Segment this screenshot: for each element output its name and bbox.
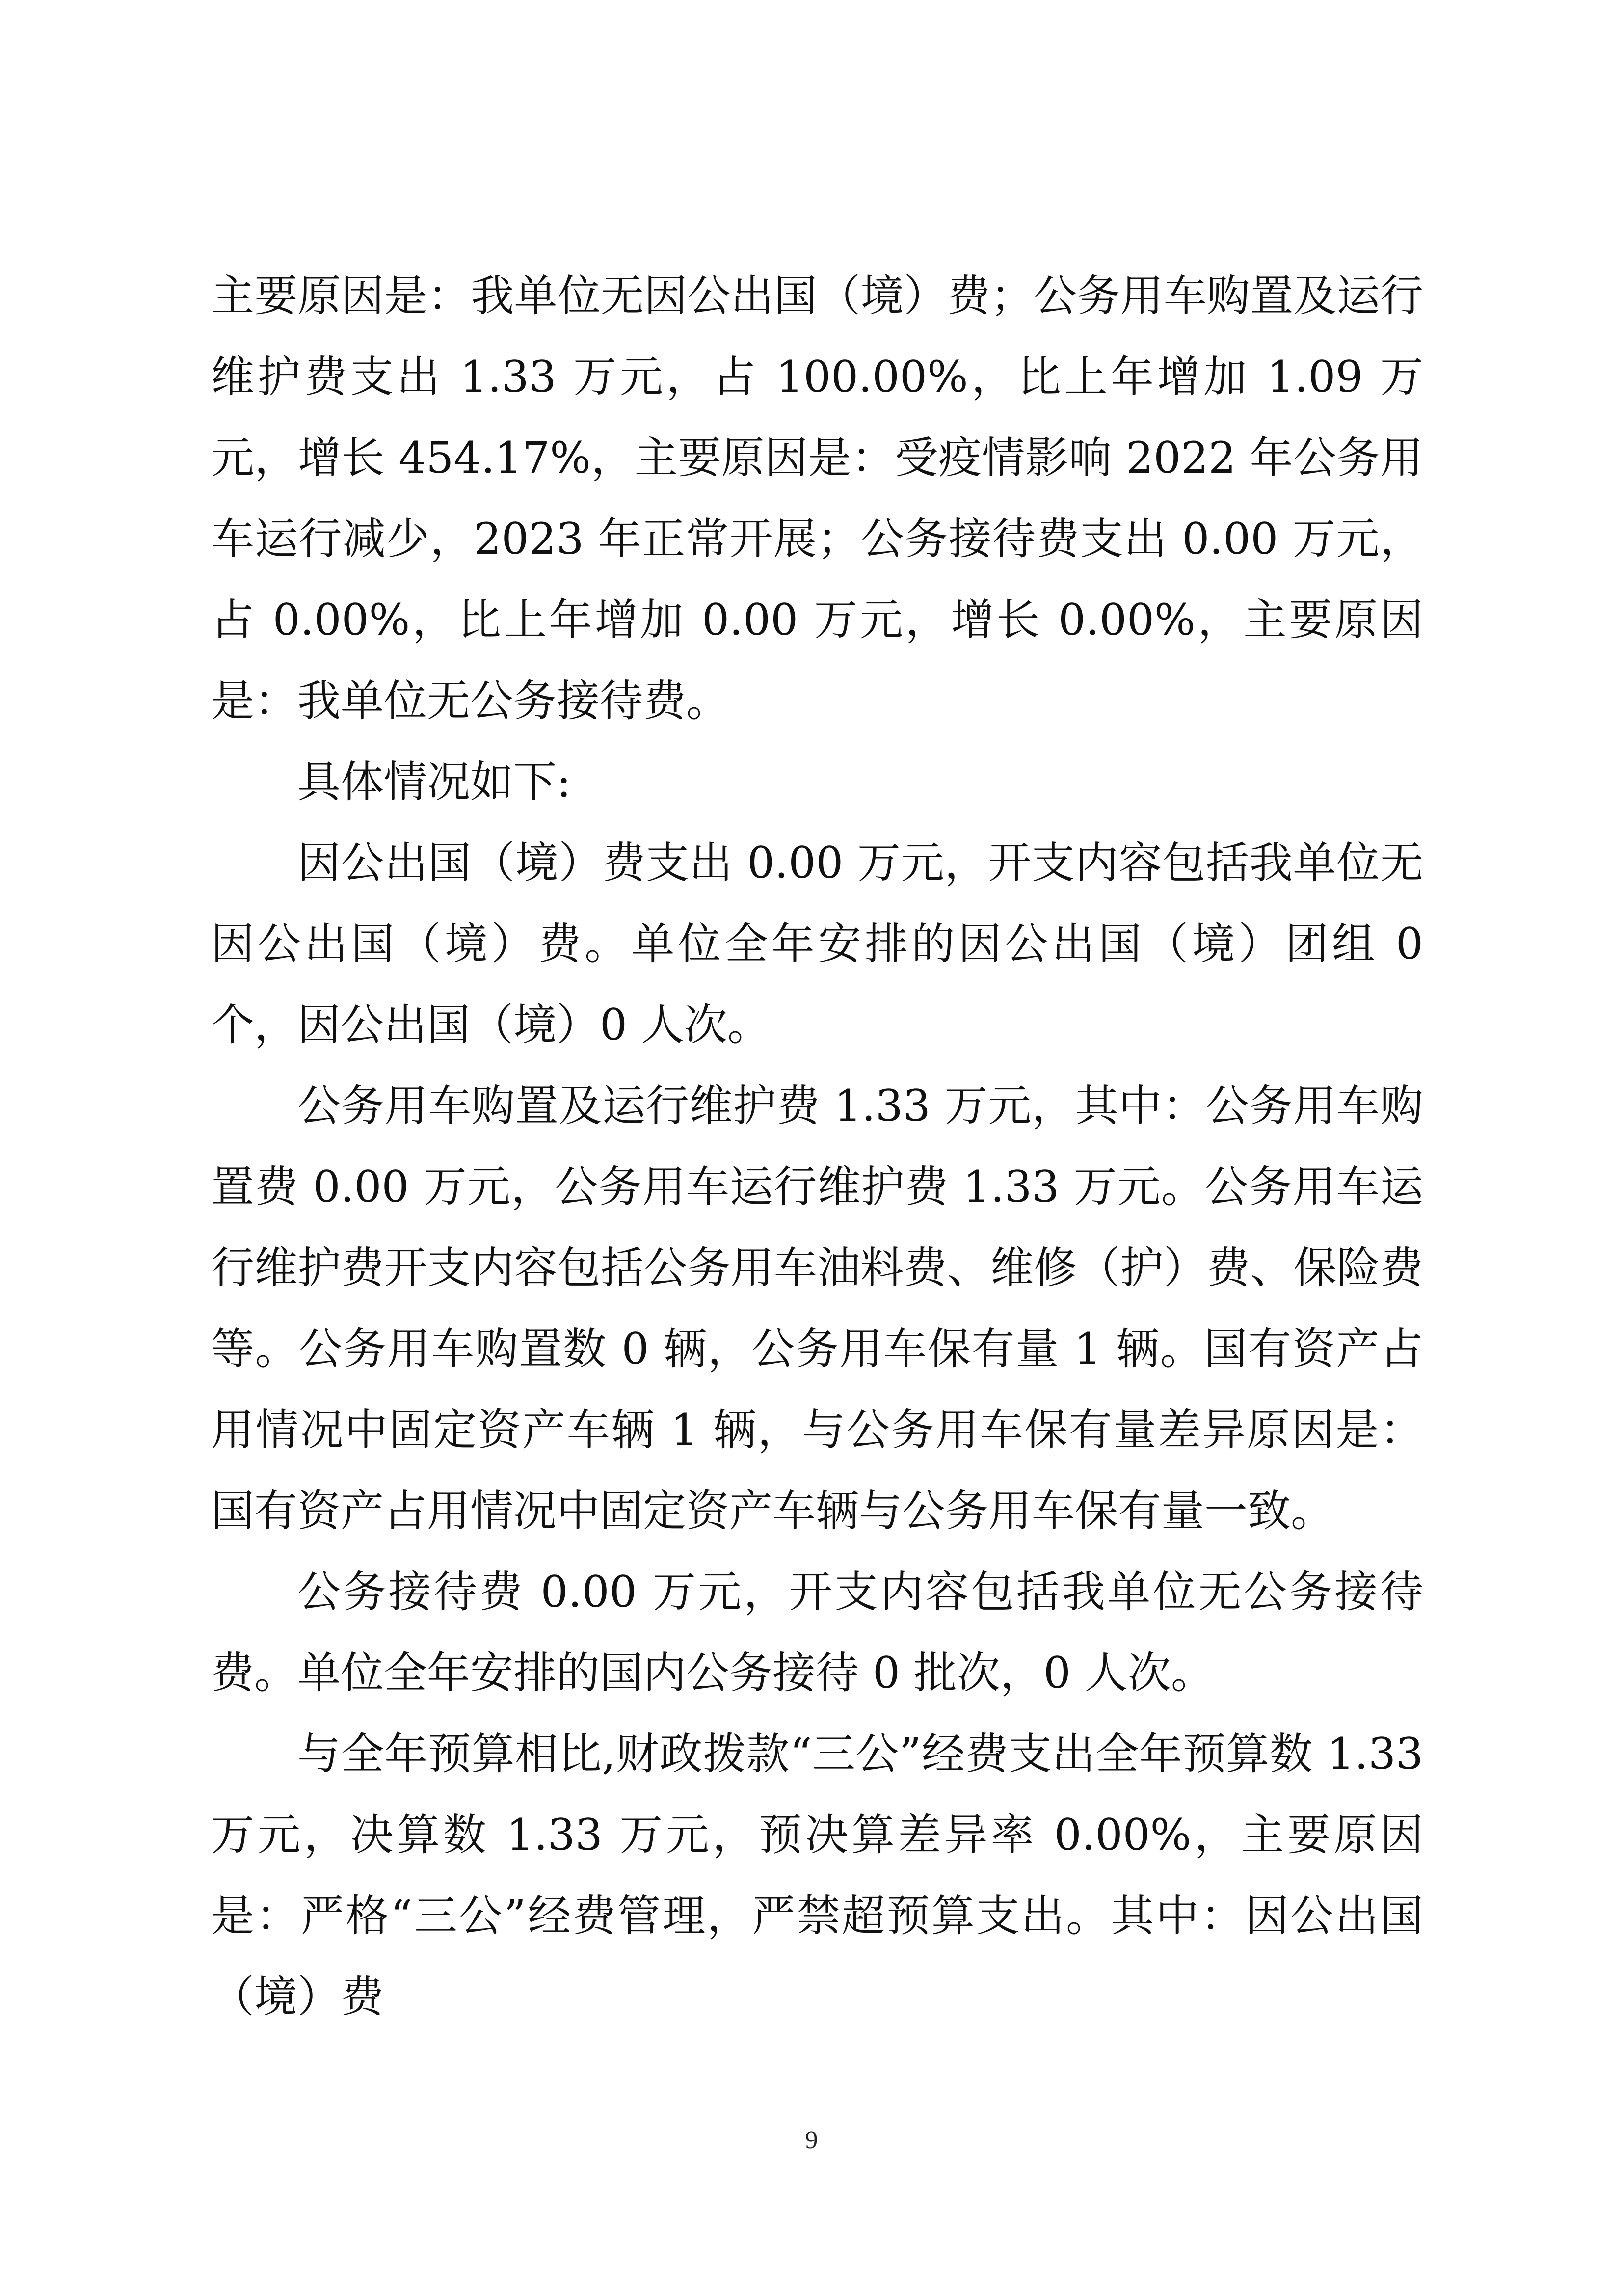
document-body: [211, 255, 1423, 2037]
paragraph-official-vehicles: 公务用车购置及运行维护费 1.33 万元，其中：公务用车购置费 0.00 万元，公务用车运行维护费 1.33 万元。公务用车运行维护费开支内容包括公务用车油料费、维修（护）费、保险费等。公务用车购置数 0 辆，公务用车保有量 1 辆。国有资产占用情况中固定资产车辆 1 辆，与公务用车保有量差异原因是：国有资产占用情况中固定资产车辆与公务用车保有量一致。: [211, 1080, 1423, 1536]
paragraph-official-reception: 公务接待费 0.00 万元，开支内容包括我单位无公务接待费。单位全年安排的国内公务接待 0 批次，0 人次。: [211, 1567, 1423, 1698]
paragraph-overseas-travel: 因公出国（境）费支出 0.00 万元，开支内容包括我单位无因公出国（境）费。单位全年安排的因公出国（境）团组 0 个，因公出国（境）0 人次。: [211, 837, 1423, 1050]
paragraph-budget-comparison: 与全年预算相比,财政拨款“三公”经费支出全年预算数 1.33 万元，决算数 1.33 万元，预决算差异率 0.00%，主要原因是：严格“三公”经费管理，严禁超预算支出。其中：因公出国（境）费: [211, 1729, 1423, 2022]
page-number: 9: [805, 2126, 818, 2154]
paragraph-cost-reasons: 主要原因是：我单位无因公出国（境）费；公务用车购置及运行维护费支出 1.33 万元，占 100.00%，比上年增加 1.09 万元，增长 454.17%，主要原因是：受疫情影响 2022 年公务用车运行减少，2023 年正常开展；公务接待费支出 0.00 万元，占 0.00%，比上年增加 0.00 万元，增长 0.00%，主要原因是：我单位无公务接待费。: [211, 270, 1423, 726]
paragraph-details-intro: 具体情况如下:: [297, 756, 571, 807]
